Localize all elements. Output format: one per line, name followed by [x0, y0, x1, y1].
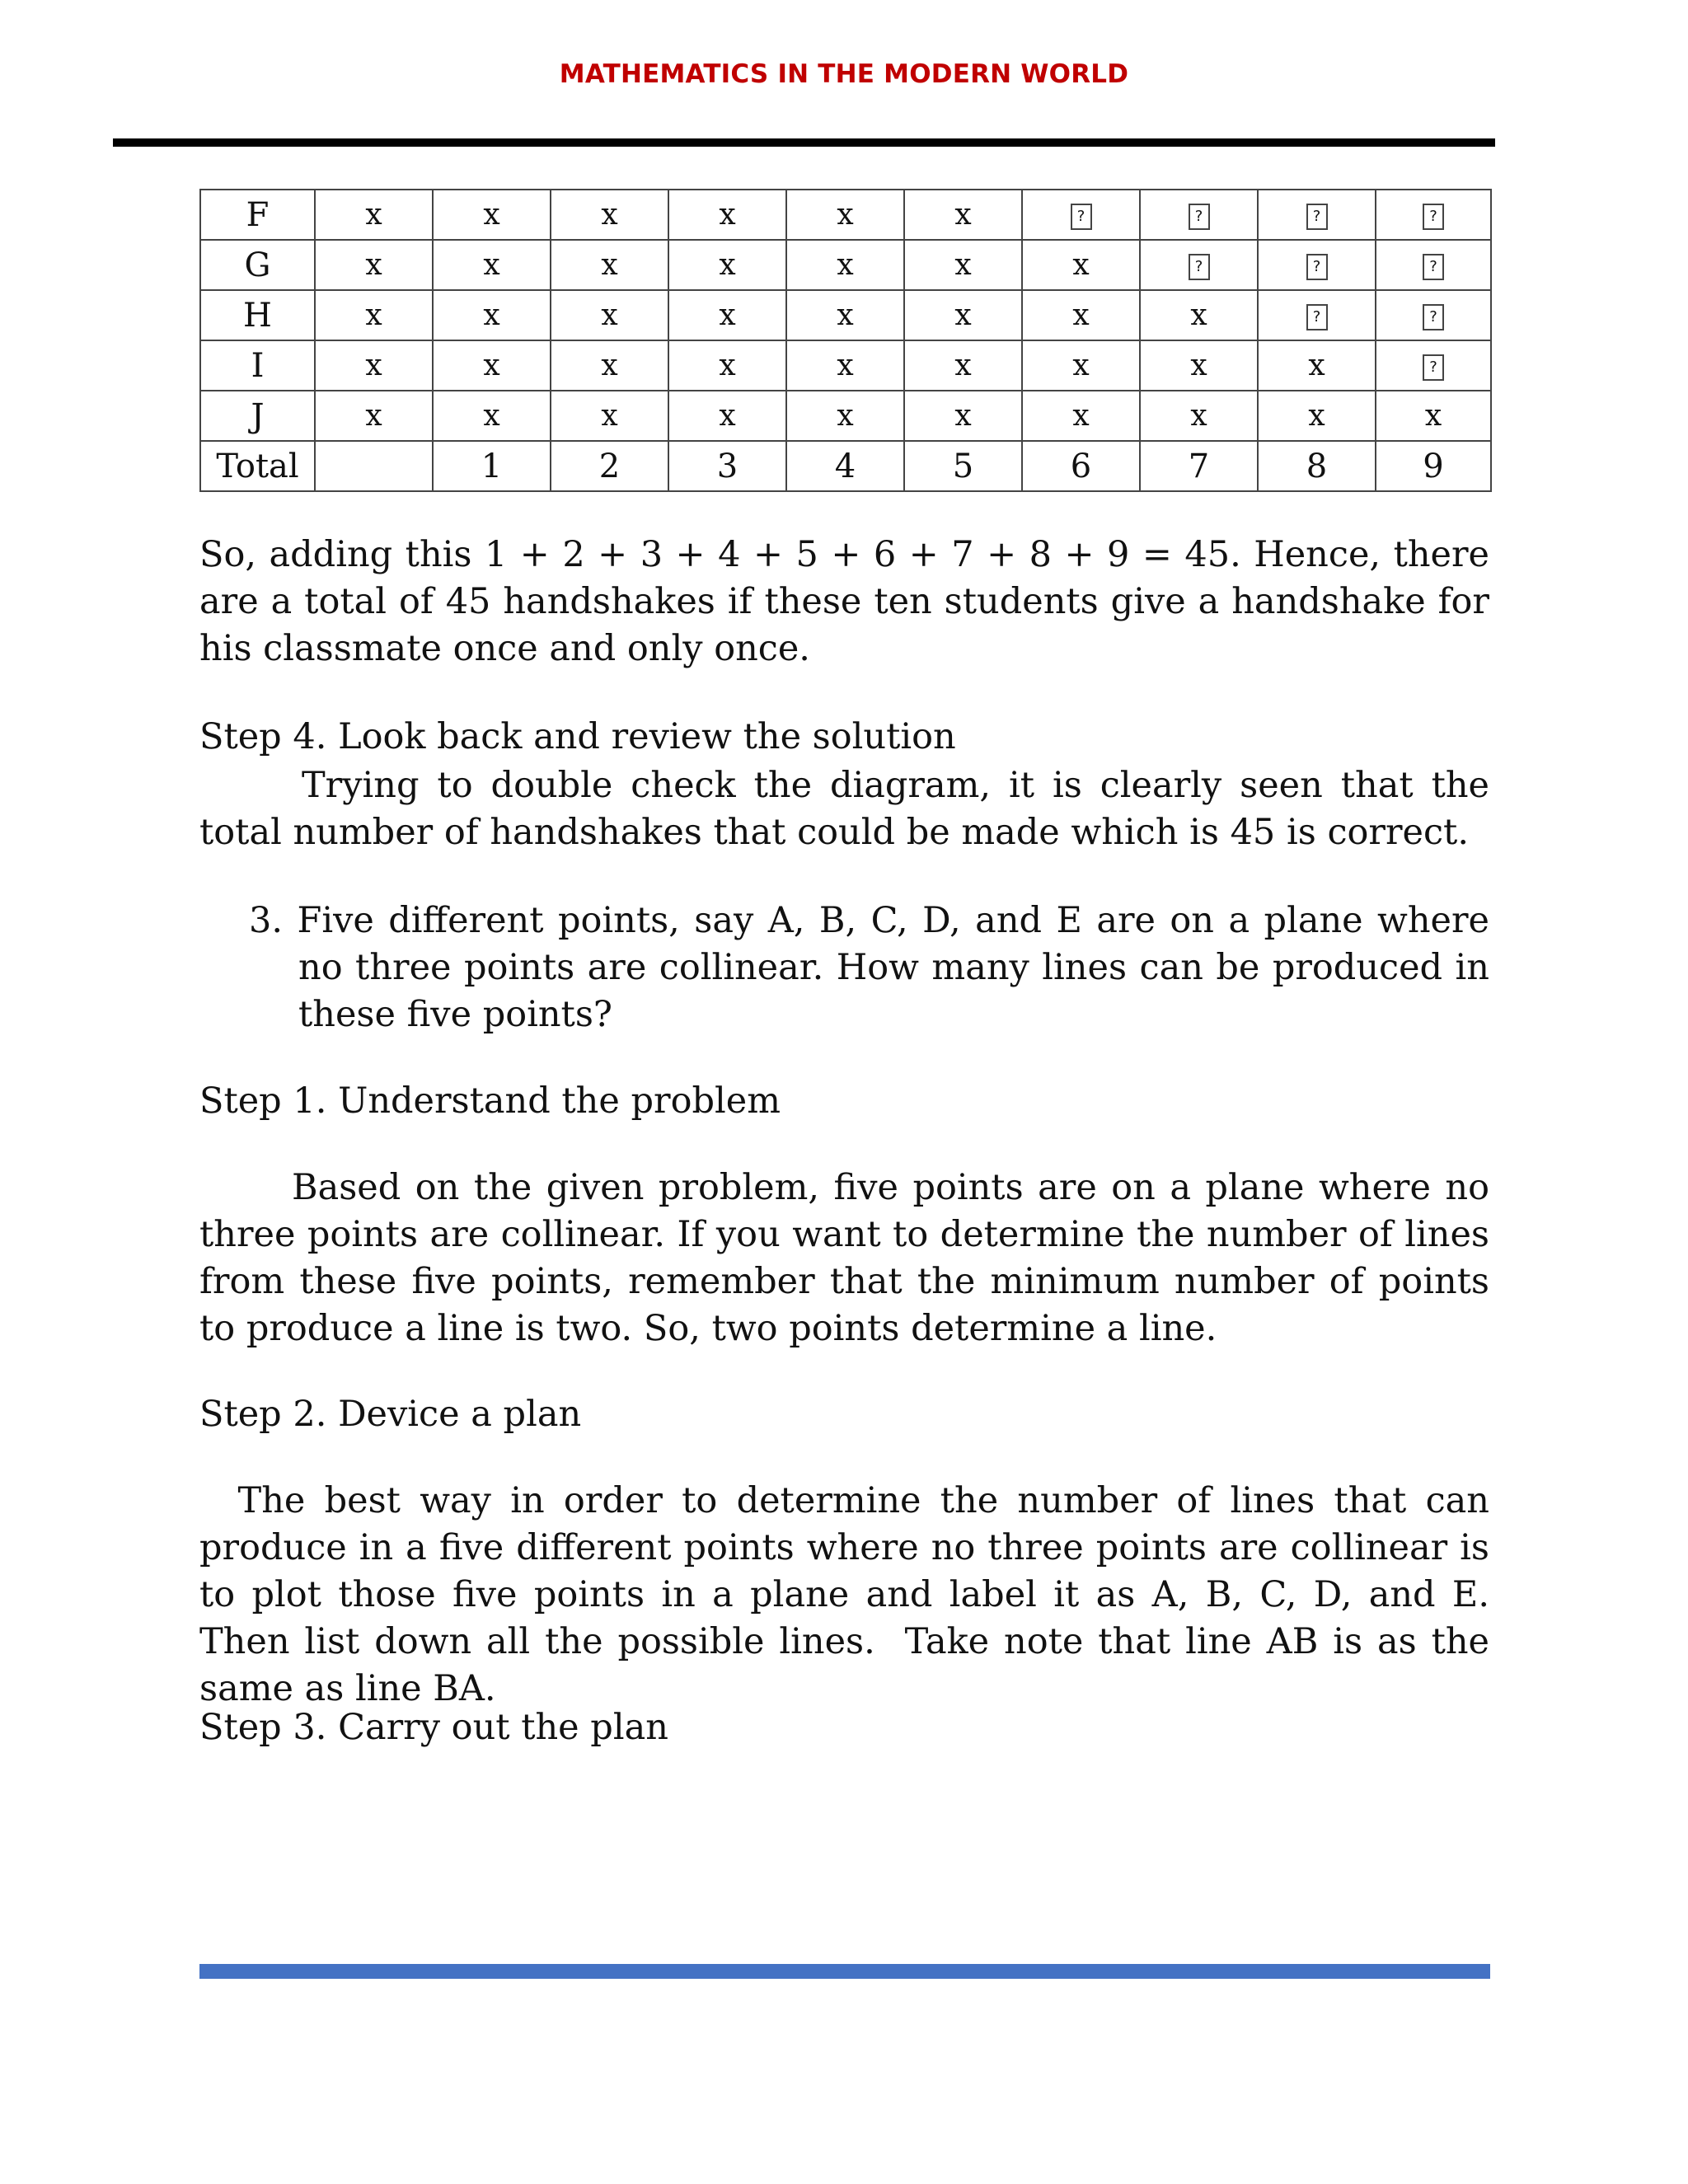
missing-glyph-cell — [1258, 290, 1376, 340]
handshake-mark: x — [786, 240, 904, 290]
missing-glyph-mark: ? — [1076, 208, 1085, 225]
step2-text: The best way in order to determine the number of lines that can produce in a five different points where no three points are collinear is to plot those five points in a plane and label it as A, B, C, D, and E. Then list down all the possible lines. Take note that line AB is as the same as line BA. — [199, 1480, 1512, 1709]
handshake-mark: x — [786, 340, 904, 391]
handshake-mark: x — [1258, 340, 1376, 391]
row-label: G — [200, 240, 315, 290]
step1-heading: Step 1. Understand the problem — [199, 1080, 781, 1122]
sum-paragraph: So, adding this 1 + 2 + 3 + 4 + 5 + 6 + 7 + 8 + 9 = 45. Hence, there are a total of 45 handshakes if these ten students give a handshake for his classmate once and only once. — [199, 534, 1489, 669]
total-value: 3 — [668, 441, 786, 491]
handshake-mark: x — [668, 290, 786, 340]
handshake-mark: x — [1376, 391, 1491, 441]
handshake-mark: x — [904, 190, 1022, 240]
missing-glyph-icon — [1423, 354, 1444, 381]
total-value: 9 — [1376, 441, 1491, 491]
step4-text: Trying to double check the diagram, it is clearly seen that the total number of handshakes that could be made which is 45 is correct. — [199, 765, 1489, 853]
handshake-mark: x — [1022, 290, 1140, 340]
missing-glyph-icon — [1306, 254, 1328, 280]
handshake-mark: x — [315, 340, 433, 391]
total-value: 8 — [1258, 441, 1376, 491]
handshake-mark: x — [904, 391, 1022, 441]
row-label: I — [200, 340, 315, 391]
total-value: 4 — [786, 441, 904, 491]
row-label: J — [200, 391, 315, 441]
total-value: 7 — [1140, 441, 1258, 491]
table-row — [200, 190, 1491, 240]
missing-glyph-mark: ? — [1312, 208, 1321, 225]
missing-glyph-cell — [1376, 290, 1491, 340]
handshake-mark: x — [786, 190, 904, 240]
missing-glyph-cell — [1140, 190, 1258, 240]
handshake-mark: x — [1140, 290, 1258, 340]
missing-glyph-mark: ? — [1429, 208, 1437, 225]
missing-glyph-cell — [1022, 190, 1140, 240]
header-rule — [113, 138, 1495, 147]
missing-glyph-mark: ? — [1429, 359, 1437, 376]
total-value: 1 — [433, 441, 551, 491]
table-row — [200, 240, 1491, 290]
handshake-mark: x — [904, 290, 1022, 340]
handshake-mark: x — [315, 290, 433, 340]
missing-glyph-mark: ? — [1194, 258, 1203, 275]
handshake-mark: x — [668, 340, 786, 391]
handshake-mark: x — [1022, 240, 1140, 290]
handshake-mark: x — [433, 290, 551, 340]
handshake-mark: x — [1140, 391, 1258, 441]
total-value: 5 — [904, 441, 1022, 491]
table-row — [200, 290, 1491, 340]
total-value — [315, 441, 433, 491]
missing-glyph-cell — [1376, 190, 1491, 240]
footer-rule — [199, 1964, 1490, 1979]
handshake-mark: x — [551, 190, 668, 240]
missing-glyph-cell — [1140, 240, 1258, 290]
table-row — [200, 391, 1491, 441]
missing-glyph-icon — [1423, 304, 1444, 330]
missing-glyph-icon — [1423, 254, 1444, 280]
missing-glyph-mark: ? — [1194, 208, 1203, 225]
handshake-table — [199, 189, 1492, 492]
missing-glyph-cell — [1376, 240, 1491, 290]
handshake-table-body — [200, 190, 1491, 491]
missing-glyph-icon — [1306, 204, 1328, 230]
total-value: 2 — [551, 441, 668, 491]
handshake-mark: x — [551, 391, 668, 441]
handshake-mark: x — [668, 240, 786, 290]
handshake-mark: x — [433, 240, 551, 290]
missing-glyph-icon — [1306, 304, 1328, 330]
handshake-mark: x — [1022, 340, 1140, 391]
handshake-mark: x — [1022, 391, 1140, 441]
step1-text: Based on the given problem, five points are on a plane where no three points are collinear. If you want to determine the number of lines from these five points, remember that the minimum number of points to produce a line is two. So, two points determine a line. — [199, 1167, 1489, 1349]
missing-glyph-mark: ? — [1429, 258, 1437, 275]
missing-glyph-icon — [1423, 204, 1444, 230]
handshake-mark: x — [786, 290, 904, 340]
step3-heading: Step 3. Carry out the plan — [199, 1707, 668, 1748]
missing-glyph-mark: ? — [1312, 308, 1321, 326]
handshake-mark: x — [1140, 340, 1258, 391]
handshake-mark: x — [551, 340, 668, 391]
handshake-mark: x — [315, 190, 433, 240]
missing-glyph-icon — [1189, 254, 1210, 280]
missing-glyph-mark: ? — [1312, 258, 1321, 275]
missing-glyph-mark: ? — [1429, 308, 1437, 326]
missing-glyph-cell — [1376, 340, 1491, 391]
handshake-mark: x — [786, 391, 904, 441]
handshake-mark: x — [315, 240, 433, 290]
handshake-mark: x — [433, 340, 551, 391]
missing-glyph-icon — [1189, 204, 1210, 230]
problem-3: 3. Five different points, say A, B, C, D, and E are on a plane where no three points are collinear. How many lines can be produced in these five points? — [249, 900, 1489, 1035]
total-value: 6 — [1022, 441, 1140, 491]
row-label: F — [200, 190, 315, 240]
step2-heading: Step 2. Device a plan — [199, 1394, 582, 1435]
total-label: Total — [200, 441, 315, 491]
handshake-mark: x — [315, 391, 433, 441]
missing-glyph-icon — [1071, 204, 1092, 230]
handshake-mark: x — [668, 391, 786, 441]
handshake-mark: x — [551, 240, 668, 290]
missing-glyph-cell — [1258, 240, 1376, 290]
total-row — [200, 441, 1491, 491]
handshake-mark: x — [551, 290, 668, 340]
row-label: H — [200, 290, 315, 340]
page-header-title: MATHEMATICS IN THE MODERN WORLD — [559, 59, 1129, 89]
handshake-mark: x — [433, 190, 551, 240]
handshake-mark: x — [1258, 391, 1376, 441]
handshake-mark: x — [433, 391, 551, 441]
handshake-mark: x — [904, 340, 1022, 391]
handshake-mark: x — [668, 190, 786, 240]
handshake-mark: x — [904, 240, 1022, 290]
table-row — [200, 340, 1491, 391]
step4-heading: Step 4. Look back and review the solution — [199, 716, 956, 757]
missing-glyph-cell — [1258, 190, 1376, 240]
